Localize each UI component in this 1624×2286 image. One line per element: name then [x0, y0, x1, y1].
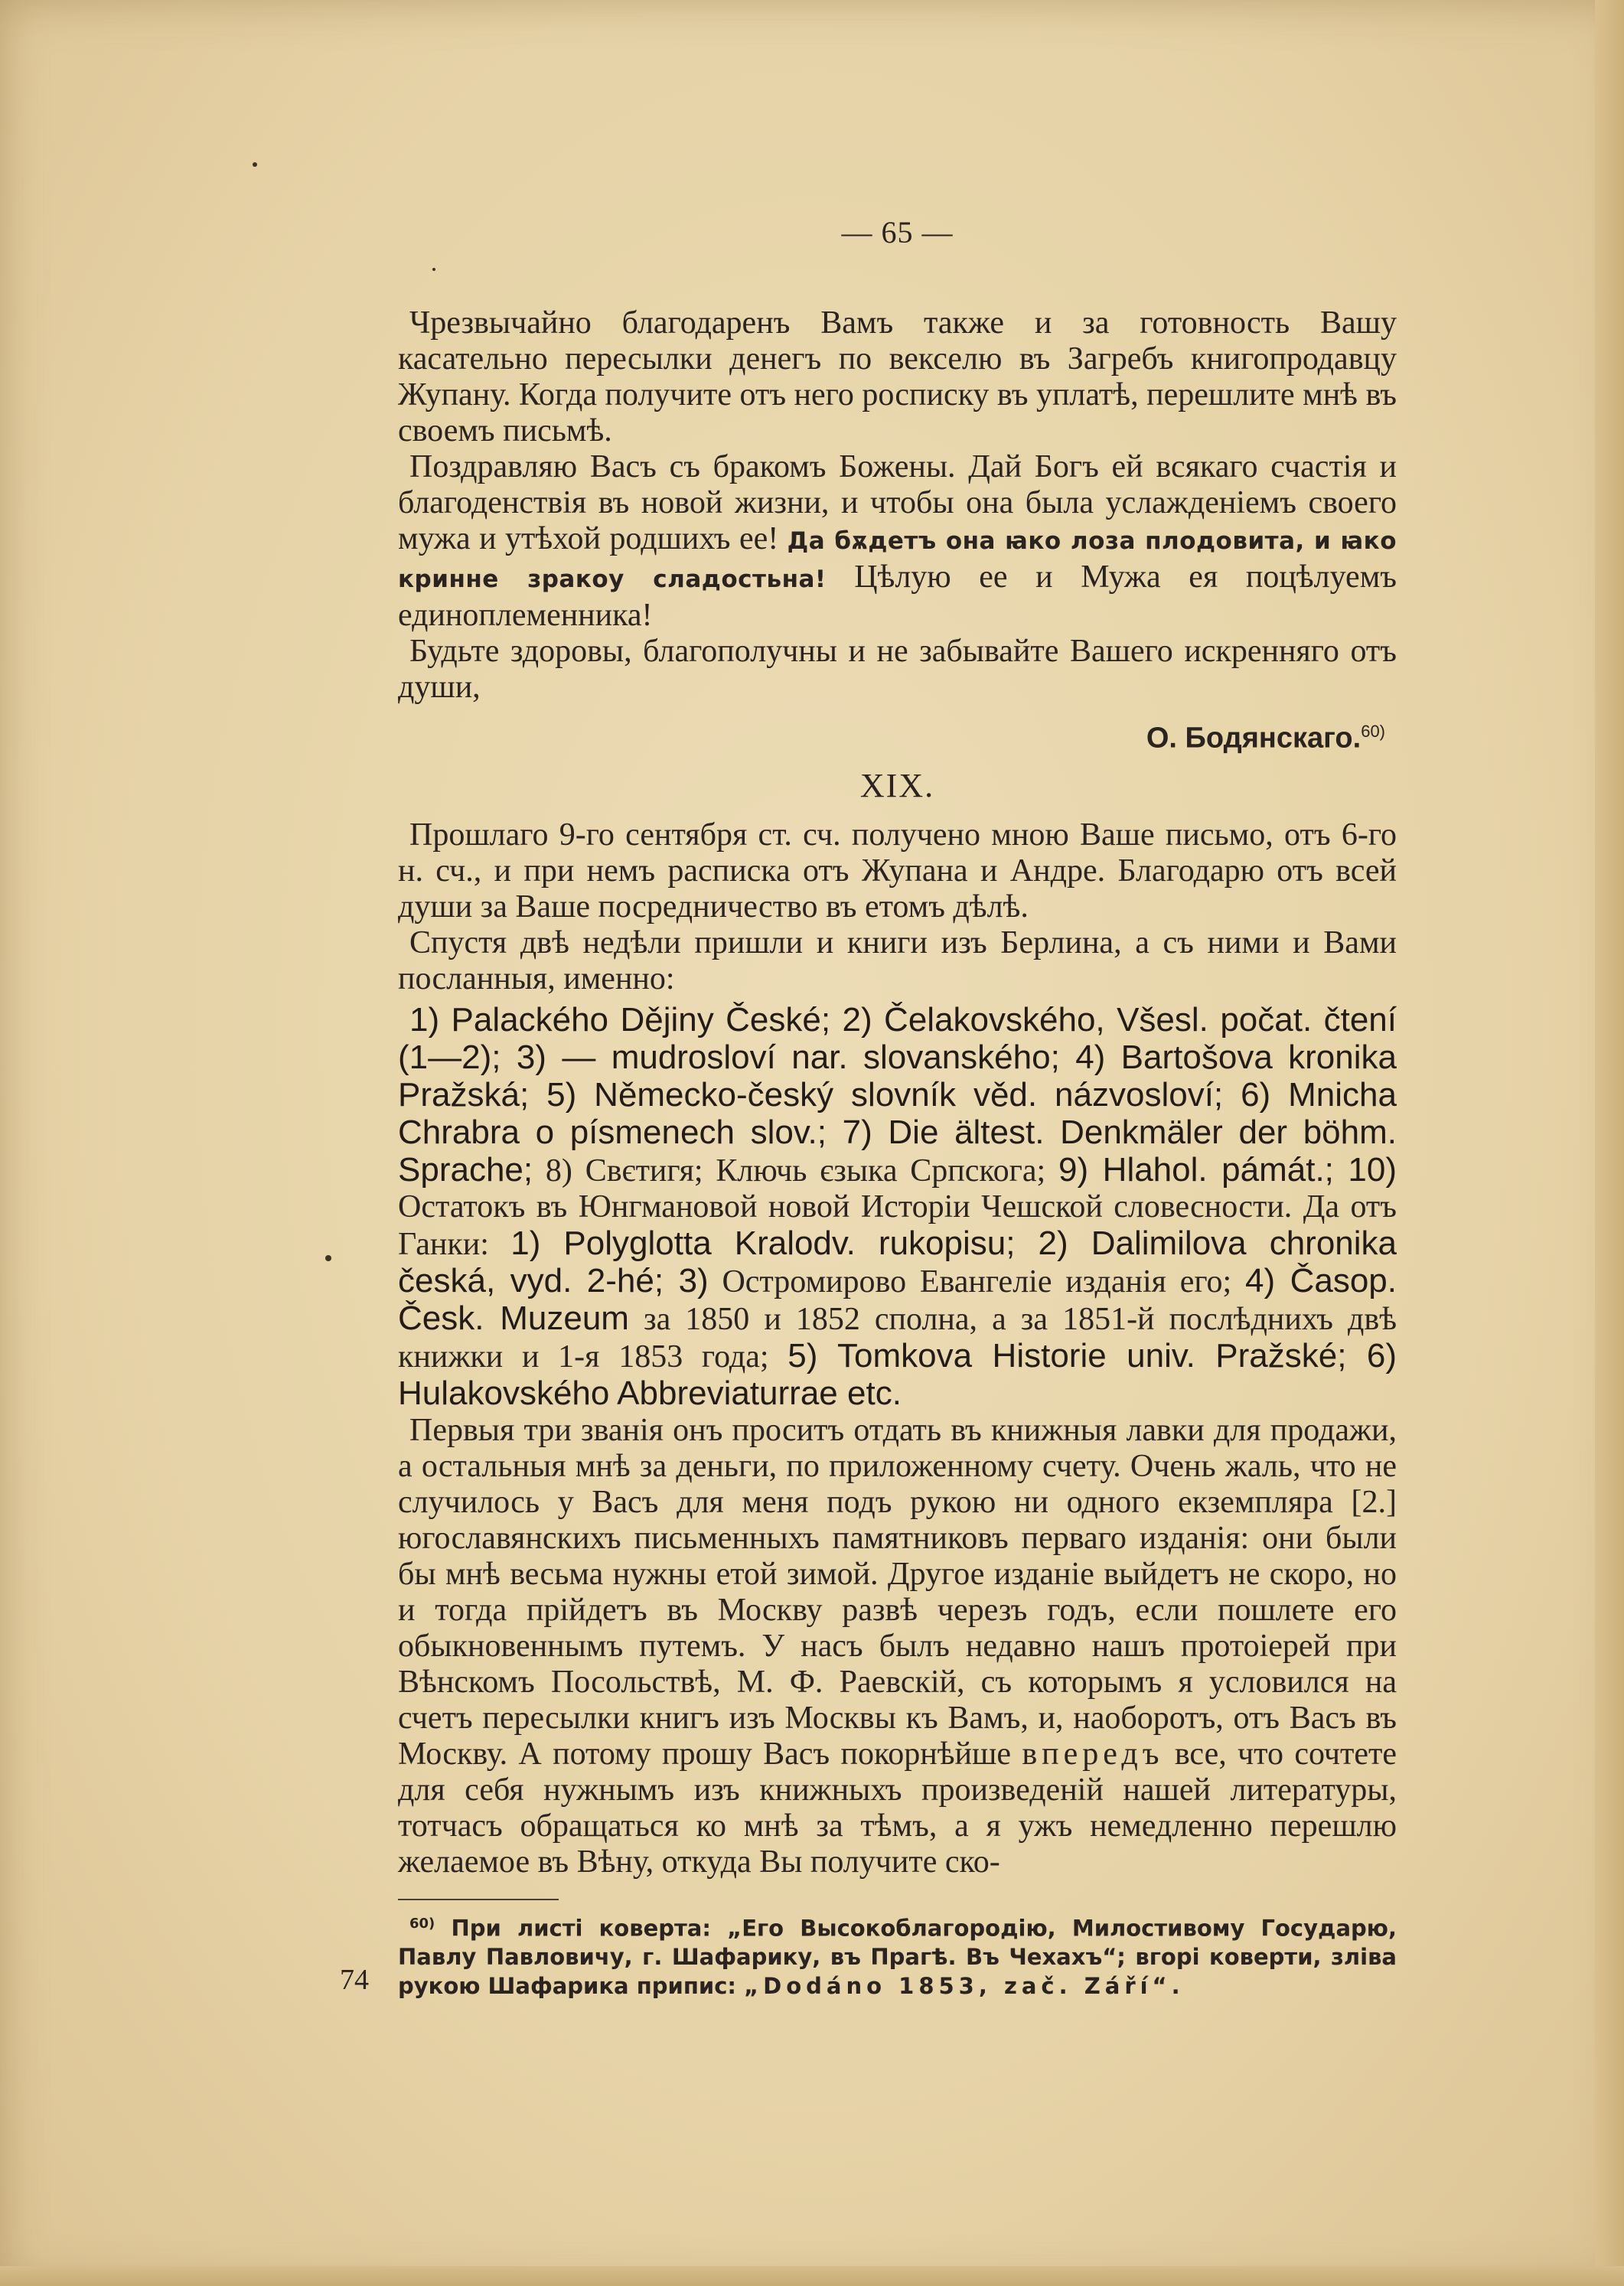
- paragraph-books-arrived: Спустя двѣ недѣли пришли и книги изъ Берлина, а съ ними и Вами посланныя, именно:: [398, 925, 1397, 996]
- instructions-text: Первыя три званія онъ проситъ отдать въ книжныя лавки для продажи, а остальныя мнѣ за деньги, по приложенному счету. Очень жаль, что не случилось у Васъ для меня подъ рукою ни одного екземпляра [2.] югославянскихъ письменныхъ памятниковъ перваго изданія: они были бы мнѣ весьма нужны етой зимой. Другое изданіе выйдетъ не скоро, но и тогда прійдетъ въ Москву развѣ черезъ годъ, если пошлете его обыкновеннымъ путемъ. У насъ былъ недавно нашъ протоіерей при Вѣнскомъ Посольствѣ, М. Ф. Раевскій, съ которымъ я условился на счетъ пересылки книгъ изъ Москвы къ Вамъ, и, наоборотъ, отъ Васъ въ Москву. А потому прошу Васъ покорнѣйше: [398, 1412, 1397, 1772]
- section-heading: XIX.: [859, 766, 935, 804]
- footnote: [398, 1909, 1397, 2001]
- ink-speck: [253, 162, 257, 167]
- signature-name: О. Бодянскаго.: [1146, 722, 1361, 755]
- book-list-cyrillic-3: Остромирово Евангеліе изданія его;: [722, 1264, 1232, 1300]
- letter-body: [398, 214, 1397, 2001]
- page-number: 74: [340, 1964, 369, 1996]
- page-edge-bottom: [0, 2266, 1624, 2286]
- footnote-marker: 60): [409, 1915, 435, 1932]
- ink-speck: [325, 1255, 331, 1261]
- book-list-latin-1: 1) Palackého Dějiny České; 2) Čelakovského, Všesl. počat. čtení (1—2); 3) — mudrosloví nar. slovanského; 4) Bartošova kronika Pražská; 5) Německo-český slovník věd. názvosloví; 6) Mnicha Chrabra o písmenech slov.; 7) Die ältest. Denkmäler der böhm. Sprache;: [398, 1000, 1397, 1189]
- paragraph-congratulations: [398, 449, 1397, 634]
- paragraph-instructions: [398, 1413, 1397, 1880]
- running-header: — 65 —: [841, 215, 954, 249]
- instructions-emphasis: впередъ: [1022, 1736, 1164, 1772]
- book-list-cyrillic-1: 8) Свєтигя; Ключь єзыка Српскога;: [545, 1153, 1046, 1189]
- instructions-rest: все, что сочтете для себя нужнымъ изъ книжныхъ произведеній нашей литературы, тотчасъ обращаться ко мнѣ за тѣмъ, а я ужъ немедленно перешлю желаемое въ Вѣну, откуда Вы получите ско-: [398, 1736, 1397, 1880]
- paragraph-closing: Будьте здоровы, благополучны и не забывайте Вашего искренняго отъ души,: [398, 634, 1397, 705]
- paragraph-received-letter: Прошлаго 9-го сентября ст. сч. получено мною Ваше письмо, отъ 6-го н. сч., и при немъ расписка отъ Жупана и Андре. Благодарю отъ всей души за Ваше посредничество въ етомъ дѣлѣ.: [398, 817, 1397, 925]
- paragraph-payment: Чрезвычайно благодаренъ Вамъ также и за готовность Вашу касательно пересылки денегъ по векселю въ Загребъ книгопродавцу Жупану. Когда получите отъ него росписку въ уплатѣ, перешлите мнѣ въ своемъ письмѣ.: [398, 305, 1397, 448]
- congrats-after: Цѣлую ее и Мужа ея поцѣлуемъ единоплеменника!: [398, 559, 1397, 633]
- book-list-cyrillic-4: за 1850 и 1852 сполна, а за 1851-й послѣднихъ двѣ книжки и 1-я 1853 года;: [398, 1301, 1397, 1375]
- book-list-latin-5: 5) Tomkova Historie univ. Pražské; 6) Hulakovského Abbreviaturrae etc.: [398, 1336, 1397, 1412]
- book-list-latin-4: 4) Časop. Česk. Muzeum: [398, 1261, 1397, 1337]
- page-edge: [1595, 0, 1624, 2286]
- book-list-latin-3: 1) Polyglotta Kralodv. rukopisu; 2) Dalimilova chronika česká, vyd. 2-hé; 3): [398, 1224, 1397, 1300]
- congrats-text: Поздравляю Васъ съ бракомъ Божены. Дай Богъ ей всякаго счастія и благоденствія въ новой жизни, и чтобы она была услажденіемъ своего мужа и утѣхой родшихъ ее!: [398, 449, 1397, 556]
- church-slavonic-quote: Да бѫдетъ она ꙗко лоза плодовита, и ꙗко кринне зракоу сладостьна!: [398, 527, 1397, 593]
- footnote-text: При листі коверта: „Его Высокоблагородію, Милостивому Государю, Павлу Павловичу, г. Шафарику, въ Прагѣ. Въ Чехахъ“; вгорі коверти, зліва рукою Шафарика припис:: [398, 1915, 1397, 2000]
- footnote-reference: 60): [1361, 722, 1385, 741]
- footnote-divider: [398, 1899, 559, 1900]
- footnote-inscription: „Dodáno 1853, zač. Září“.: [744, 1973, 1185, 2000]
- book-list: [398, 1002, 1397, 1413]
- book-list-cyrillic-2: Остатокъ въ Юнгмановой новой Исторіи Чешской словесности. Да отъ Ганки:: [398, 1189, 1397, 1262]
- book-list-latin-2: 9) Hlahol. pámát.; 10): [1058, 1150, 1397, 1189]
- signature: [398, 713, 1397, 757]
